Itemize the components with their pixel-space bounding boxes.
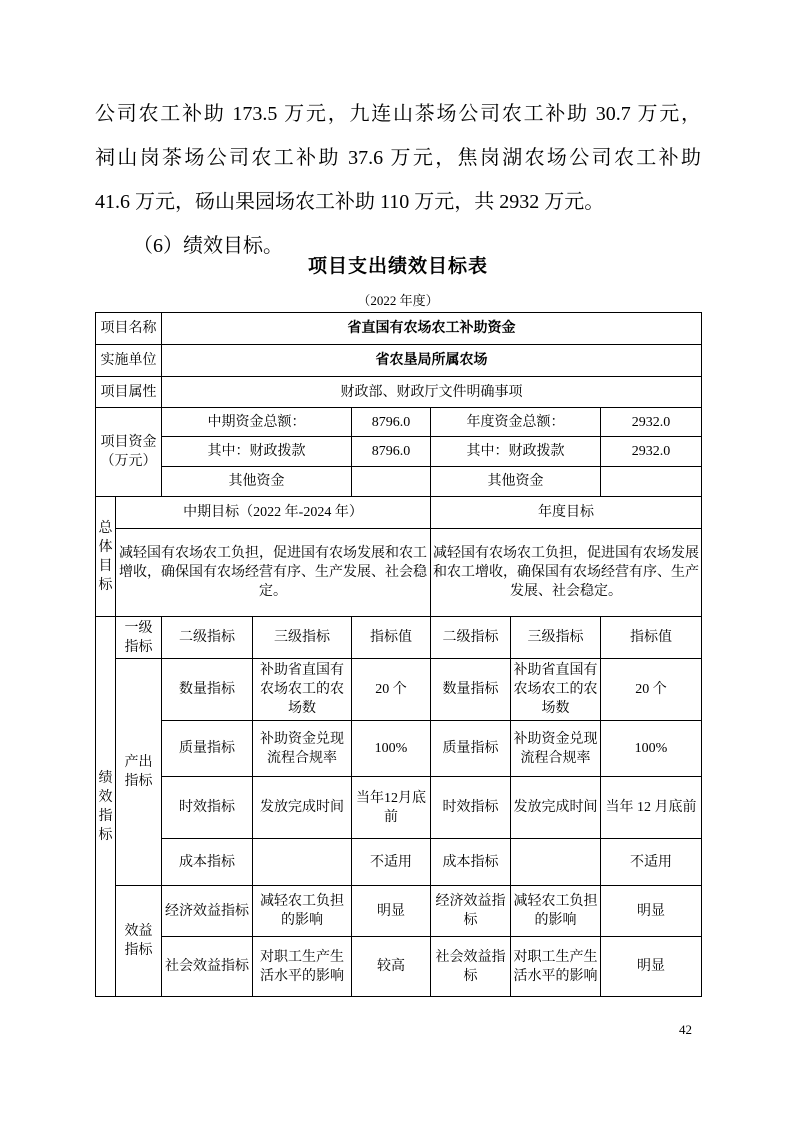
mid-total-value: 8796.0	[352, 408, 431, 437]
indicator-cell: 对职工生产生活水平的影响	[253, 937, 352, 997]
indicator-section-label: 绩效指标	[96, 617, 116, 997]
indicator-cell: 当年12月底前	[352, 777, 431, 839]
section-heading: （6）绩效目标。	[133, 235, 283, 257]
header-level1: 一级指标	[116, 617, 162, 659]
indicator-cell: 100%	[601, 721, 702, 777]
indicator-header-row	[96, 617, 702, 659]
indicator-row	[96, 937, 702, 997]
indicator-cell: 不适用	[352, 839, 431, 886]
mid-other-value	[352, 467, 431, 497]
indicator-cell: 质量指标	[162, 721, 253, 777]
implement-unit-value: 省农垦局所属农场	[162, 345, 702, 377]
mid-other-label: 其他资金	[162, 467, 352, 497]
annual-fiscal-label: 其中：财政拨款	[431, 437, 601, 467]
mid-goal-header: 中期目标（2022 年-2024 年）	[116, 497, 431, 529]
header-level2-left: 二级指标	[162, 617, 253, 659]
indicator-cell: 20 个	[601, 659, 702, 721]
indicator-cell: 补助省直国有农场农工的农场数	[253, 659, 352, 721]
table-subtitle: （2022 年度）	[357, 293, 439, 308]
indicator-cell: 补助资金兑现流程合规率	[253, 721, 352, 777]
indicator-cell: 成本指标	[162, 839, 253, 886]
performance-target-table	[95, 312, 702, 997]
body-paragraph	[95, 92, 701, 268]
overall-goal-header-row	[96, 497, 702, 529]
funds-row	[96, 408, 702, 437]
indicator-cell: 时效指标	[431, 777, 511, 839]
table-row	[96, 313, 702, 345]
indicator-cell: 质量指标	[431, 721, 511, 777]
overall-goal-content-row	[96, 529, 702, 617]
mid-goal-text: 减轻国有农场农工负担，促进国有农场发展和农工增收，确保国有农场经营有序、生产发展、社会稳定。	[116, 529, 431, 617]
indicator-cell: 补助资金兑现流程合规率	[511, 721, 601, 777]
project-name-label: 项目名称	[96, 313, 162, 345]
annual-other-label: 其他资金	[431, 467, 601, 497]
indicator-cell: 不适用	[601, 839, 702, 886]
indicator-cell: 时效指标	[162, 777, 253, 839]
annual-goal-text: 减轻国有农场农工负担，促进国有农场发展和农工增收，确保国有农场经营有序、生产发展、社会稳定。	[431, 529, 702, 617]
indicator-cell: 明显	[601, 937, 702, 997]
indicator-row	[96, 839, 702, 886]
indicator-cell: 减轻农工负担的影响	[511, 886, 601, 937]
indicator-cell: 当年 12 月底前	[601, 777, 702, 839]
annual-goal-header: 年度目标	[431, 497, 702, 529]
header-level3-left: 三级指标	[253, 617, 352, 659]
overall-goal-label: 总体目标	[96, 497, 116, 617]
indicator-cell: 发放完成时间	[511, 777, 601, 839]
indicator-cell	[511, 839, 601, 886]
project-name-value: 省直国有农场农工补助资金	[162, 313, 702, 345]
paragraph-line: 41.6 万元，砀山果园场农工补助 110 万元，共 2932 万元。	[95, 191, 605, 213]
indicator-cell: 补助省直国有农场农工的农场数	[511, 659, 601, 721]
indicator-row	[96, 721, 702, 777]
mid-total-label: 中期资金总额：	[162, 408, 352, 437]
indicator-cell: 20 个	[352, 659, 431, 721]
annual-total-value: 2932.0	[601, 408, 702, 437]
header-level2-right: 二级指标	[431, 617, 511, 659]
indicator-cell: 成本指标	[431, 839, 511, 886]
indicator-cell: 发放完成时间	[253, 777, 352, 839]
implement-unit-label: 实施单位	[96, 345, 162, 377]
header-level3-right: 三级指标	[511, 617, 601, 659]
annual-total-label: 年度资金总额：	[431, 408, 601, 437]
indicator-cell: 社会效益指标	[162, 937, 253, 997]
table-row	[96, 345, 702, 377]
indicator-cell: 数量指标	[431, 659, 511, 721]
project-attribute-label: 项目属性	[96, 377, 162, 408]
annual-fiscal-value: 2932.0	[601, 437, 702, 467]
table-title: 项目支出绩效目标表	[307, 256, 488, 277]
indicator-cell: 减轻农工负担的影响	[253, 886, 352, 937]
indicator-cell	[253, 839, 352, 886]
indicator-cell: 社会效益指标	[431, 937, 511, 997]
indicator-row	[96, 659, 702, 721]
indicator-cell: 经济效益指标	[431, 886, 511, 937]
paragraph-line: 公司农工补助 173.5 万元，九连山茶场公司农工补助 30.7 万元，	[95, 103, 701, 125]
indicator-cell: 明显	[352, 886, 431, 937]
indicator-row	[96, 886, 702, 937]
funds-row	[96, 437, 702, 467]
indicator-cell: 对职工生产生活水平的影响	[511, 937, 601, 997]
indicator-cell: 经济效益指标	[162, 886, 253, 937]
project-attribute-value: 财政部、财政厅文件明确事项	[162, 377, 702, 408]
indicator-cell: 较高	[352, 937, 431, 997]
indicator-cell: 100%	[352, 721, 431, 777]
page-number: 42	[679, 1022, 692, 1037]
funds-row	[96, 467, 702, 497]
table-row	[96, 377, 702, 408]
header-value-right: 指标值	[601, 617, 702, 659]
benefit-indicator-group-label: 效益指标	[116, 886, 162, 997]
header-value-left: 指标值	[352, 617, 431, 659]
annual-other-value	[601, 467, 702, 497]
indicator-row	[96, 777, 702, 839]
mid-fiscal-label: 其中：财政拨款	[162, 437, 352, 467]
mid-fiscal-value: 8796.0	[352, 437, 431, 467]
funds-label: 项目资金（万元）	[96, 408, 162, 497]
output-indicator-group-label: 产出指标	[116, 659, 162, 886]
paragraph-line: 祠山岗茶场公司农工补助 37.6 万元，焦岗湖农场公司农工补助	[95, 147, 701, 169]
indicator-cell: 数量指标	[162, 659, 253, 721]
indicator-cell: 明显	[601, 886, 702, 937]
